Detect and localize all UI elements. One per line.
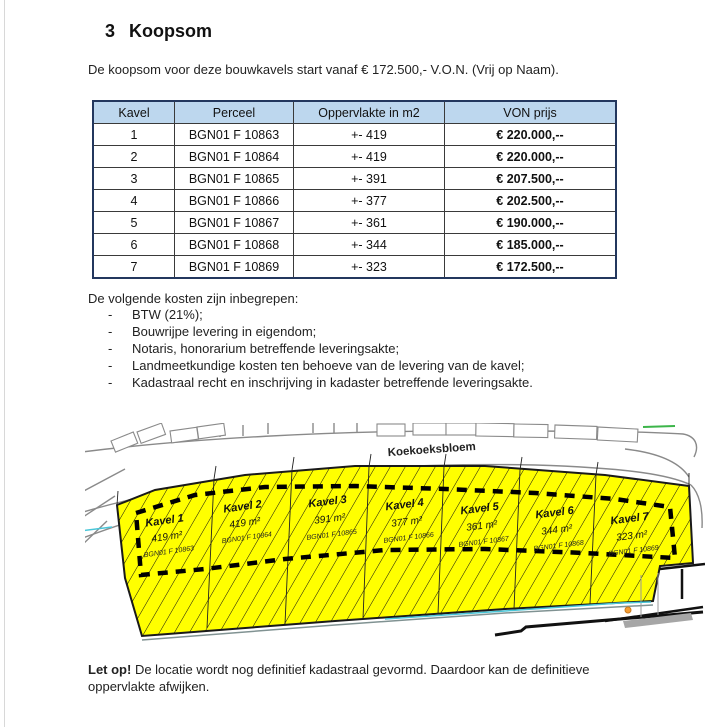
- costs-item: - Kadastraal recht en inschrijving in kadaster betreffende leveringsakte.: [108, 376, 533, 390]
- cell-kavel: 4: [93, 190, 175, 212]
- kavel-parcel: BGN01 F 10869: [608, 544, 660, 558]
- kavel-area: 419 m²: [150, 529, 184, 545]
- kavel-parcel: BGN01 F 10867: [458, 535, 510, 549]
- cell-perceel: BGN01 F 10864: [175, 146, 294, 168]
- cell-kavel: 6: [93, 234, 175, 256]
- cell-kavel: 3: [93, 168, 175, 190]
- section-number: 3: [105, 21, 116, 41]
- cell-oppervlakte: +- 419: [294, 124, 445, 146]
- cell-prijs: € 172.500,--: [445, 256, 617, 279]
- site-map: [85, 423, 705, 658]
- kavel-parcel: BGN01 F 10864: [221, 531, 273, 546]
- kavel-name: Kavel 2: [222, 498, 263, 516]
- cell-oppervlakte: +- 323: [294, 256, 445, 279]
- neighbor-lot-rectangles: [111, 423, 638, 452]
- table-row: [93, 256, 616, 279]
- cell-prijs: € 220.000,--: [445, 124, 617, 146]
- cell-oppervlakte: +- 377: [294, 190, 445, 212]
- costs-title: De volgende kosten zijn inbegrepen:: [88, 291, 299, 306]
- note-paragraph: [88, 661, 628, 695]
- table-row: [93, 124, 616, 146]
- kavel-name: Kavel 4: [384, 496, 425, 514]
- kavel-name: Kavel 6: [534, 504, 575, 522]
- cell-perceel: BGN01 F 10865: [175, 168, 294, 190]
- table-row: [93, 190, 616, 212]
- section-title: Koopsom: [129, 21, 213, 41]
- cell-perceel: BGN01 F 10869: [175, 256, 294, 279]
- header-perceel: Perceel: [175, 101, 294, 124]
- street-label: Koekoeksbloem: [387, 440, 477, 460]
- kavel-name: Kavel 3: [307, 493, 348, 511]
- cell-perceel: BGN01 F 10863: [175, 124, 294, 146]
- table-row: [93, 234, 616, 256]
- price-table: [92, 100, 617, 279]
- kavel-area: 377 m²: [390, 515, 423, 530]
- cell-perceel: BGN01 F 10867: [175, 212, 294, 234]
- cell-prijs: € 202.500,--: [445, 190, 617, 212]
- note-text: De locatie wordt nog definitief kadastraal gevormd. Daardoor kan de definitieve oppervlakte afwijken.: [88, 662, 590, 694]
- costs-item: - BTW (21%);: [108, 308, 533, 322]
- table-header-row: [93, 101, 616, 124]
- kavel-parcel: BGN01 F 10863: [143, 545, 195, 560]
- cell-prijs: € 185.000,--: [445, 234, 617, 256]
- kavel-parcel: BGN01 F 10865: [306, 528, 358, 542]
- kavel-area: 391 m²: [313, 512, 346, 527]
- section-heading: [105, 21, 212, 42]
- table-row: [93, 212, 616, 234]
- orange-survey-dot: [625, 607, 631, 613]
- green-boundary-mark: [643, 426, 675, 427]
- kavel-area: 323 m²: [615, 529, 648, 544]
- kavel-parcel: BGN01 F 10868: [533, 539, 585, 553]
- header-kavel: Kavel: [93, 101, 175, 124]
- table-row: [93, 168, 616, 190]
- kavel-area: 361 m²: [465, 519, 498, 534]
- kavel-name: Kavel 1: [144, 512, 185, 530]
- page-edge-line: [4, 0, 5, 727]
- cell-oppervlakte: +- 344: [294, 234, 445, 256]
- cell-perceel: BGN01 F 10868: [175, 234, 294, 256]
- cell-kavel: 5: [93, 212, 175, 234]
- kavel-area: 344 m²: [540, 523, 573, 538]
- header-oppervlakte: Oppervlakte in m2: [294, 101, 445, 124]
- costs-item: - Landmeetkundige kosten ten behoeve van de levering van de kavel;: [108, 359, 533, 373]
- cell-oppervlakte: +- 419: [294, 146, 445, 168]
- costs-item: - Notaris, honorarium betreffende leveringsakte;: [108, 342, 533, 356]
- cell-kavel: 1: [93, 124, 175, 146]
- cell-oppervlakte: +- 361: [294, 212, 445, 234]
- intro-paragraph: De koopsom voor deze bouwkavels start vanaf € 172.500,- V.O.N. (Vrij op Naam).: [88, 62, 559, 77]
- costs-list: [108, 308, 533, 393]
- kavel-name: Kavel 7: [609, 510, 650, 528]
- cell-perceel: BGN01 F 10866: [175, 190, 294, 212]
- cell-kavel: 2: [93, 146, 175, 168]
- cell-kavel: 7: [93, 256, 175, 279]
- cell-prijs: € 207.500,--: [445, 168, 617, 190]
- note-lead: Let op!: [88, 662, 132, 677]
- cell-prijs: € 190.000,--: [445, 212, 617, 234]
- plots-hatch: [117, 466, 693, 636]
- costs-item: - Bouwrijpe levering in eigendom;: [108, 325, 533, 339]
- table-row: [93, 146, 616, 168]
- cell-oppervlakte: +- 391: [294, 168, 445, 190]
- kavel-area: 419 m²: [228, 515, 262, 531]
- cell-prijs: € 220.000,--: [445, 146, 617, 168]
- header-von-prijs: VON prijs: [445, 101, 617, 124]
- kavel-parcel: BGN01 F 10866: [383, 531, 435, 545]
- site-map-drawing: [85, 423, 705, 658]
- kavel-name: Kavel 5: [459, 500, 500, 518]
